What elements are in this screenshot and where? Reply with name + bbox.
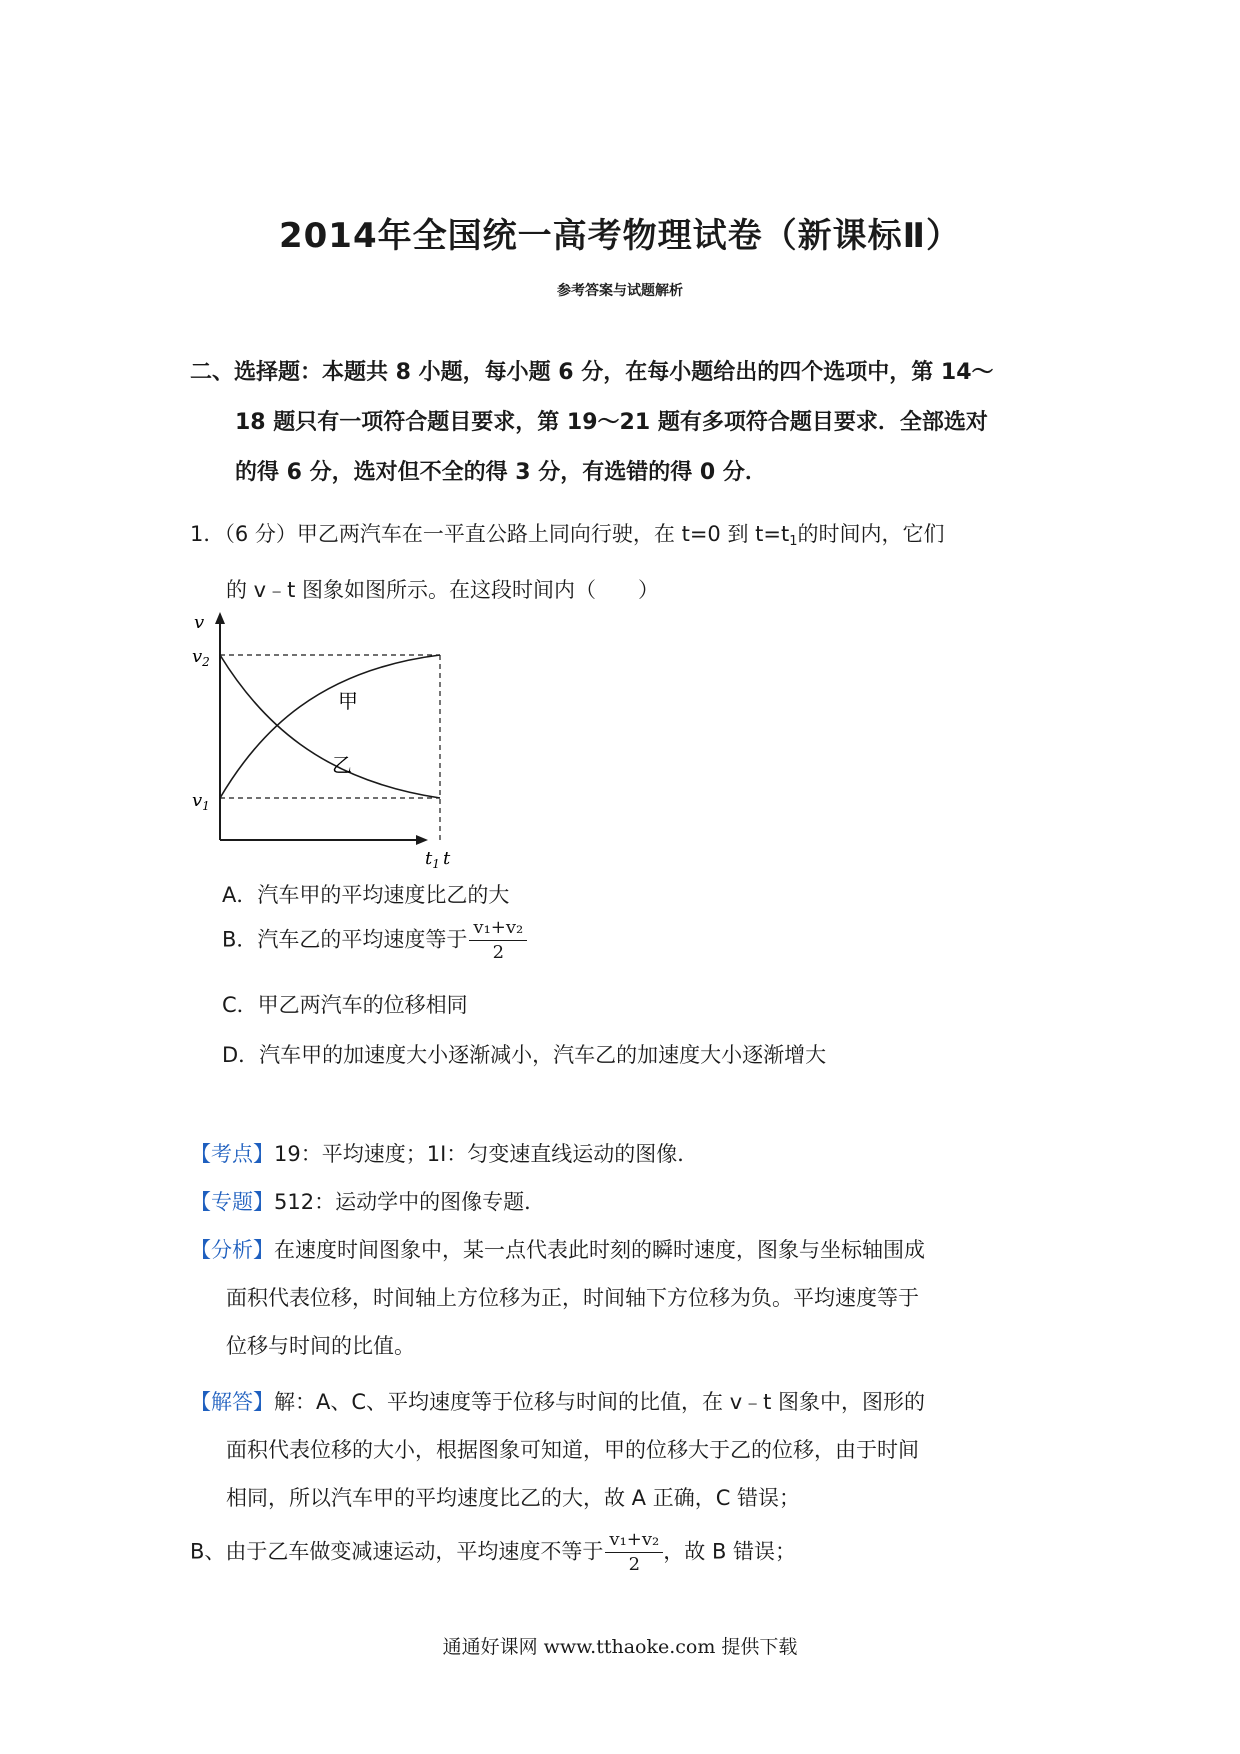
vt-graph — [180, 610, 480, 870]
v1-label: $v_1$ — [192, 790, 210, 813]
question-1 — [190, 510, 1070, 614]
kaodian-tag: 【考点】 — [190, 1142, 274, 1166]
zhuanti-tag: 【专题】 — [190, 1190, 274, 1214]
document-subtitle: 参考答案与试题解析 — [557, 283, 683, 299]
curve-jia-label: 甲 — [338, 689, 358, 713]
zhuanti-line — [190, 1178, 1070, 1226]
kaodian-text: 19：平均速度；1I：匀变速直线运动的图像． — [274, 1142, 699, 1166]
y-axis-label: v — [194, 612, 205, 633]
jieda-line-1: 解：A、C、平均速度等于位移与时间的比值，在 v﹣t 图象中，图形的 — [274, 1390, 926, 1414]
question-line-1 — [190, 510, 1070, 566]
option-a: A．汽车甲的平均速度比乙的大 — [222, 883, 510, 907]
fraction-denominator: 2 — [628, 1554, 641, 1575]
y-axis-arrow — [215, 612, 225, 624]
question-text-a: （6 分）甲乙两汽车在一平直公路上同向行驶，在 t=0 到 t=t — [224, 522, 790, 546]
document-title: 2014年全国统一高考物理试卷（新课标Ⅱ） — [278, 216, 962, 256]
section-line-2: 18 题只有一项符合题目要求，第 19～21 题有多项符合题目要求．全部选对 — [235, 410, 988, 435]
jieda-b-prefix: B、由于乙车做变减速运动，平均速度不等于 — [190, 1539, 604, 1564]
fenxi-block — [190, 1226, 1070, 1370]
fenxi-line-2: 面积代表位移，时间轴上方位移为正，时间轴下方位移为负。平均速度等于 — [226, 1286, 919, 1310]
x-axis-label: t — [443, 848, 451, 869]
x-axis-arrow — [416, 835, 428, 845]
curve-yi — [220, 655, 440, 798]
option-b — [222, 918, 527, 963]
jieda-line-3: 相同，所以汽车甲的平均速度比乙的大，故 A 正确，C 错误； — [226, 1486, 801, 1510]
jieda-tag: 【解答】 — [190, 1390, 274, 1414]
v2-label: $v_2$ — [192, 646, 210, 669]
fenxi-line-3: 位移与时间的比值。 — [226, 1334, 415, 1358]
jieda-b-suffix: ，故 B 错误； — [663, 1539, 797, 1564]
jieda-b-line — [190, 1530, 1070, 1575]
page-footer: 通通好课网 www.tthaoke.com 提供下载 — [442, 1636, 798, 1658]
fraction-denominator: 2 — [492, 942, 505, 963]
jieda-block — [190, 1378, 1070, 1522]
section-line-1: 二、选择题：本题共 8 小题，每小题 6 分，在每小题给出的四个选项中，第 14～ — [190, 360, 994, 385]
fenxi-tag: 【分析】 — [190, 1238, 274, 1262]
section-instructions — [190, 348, 1070, 498]
question-line-2: 的 v﹣t 图象如图所示。在这段时间内（ ） — [226, 578, 660, 602]
jieda-line-2: 面积代表位移的大小，根据图象可知道，甲的位移大于乙的位移，由于时间 — [226, 1438, 919, 1462]
fenxi-line-1: 在速度时间图象中，某一点代表此时刻的瞬时速度，图象与坐标轴围成 — [274, 1238, 925, 1262]
option-b-text: B．汽车乙的平均速度等于 — [222, 927, 468, 952]
jieda-b-fraction — [605, 1530, 663, 1575]
t1-label: $t_1$ — [425, 848, 440, 870]
option-d: D．汽车甲的加速度大小逐渐减小，汽车乙的加速度大小逐渐增大 — [222, 1043, 827, 1067]
section-line-3: 的得 6 分，选对但不全的得 3 分，有选错的得 0 分． — [235, 460, 767, 485]
option-b-fraction — [469, 918, 527, 963]
fraction-numerator: v₁+v₂ — [605, 1530, 663, 1553]
option-c: C．甲乙两汽车的位移相同 — [222, 993, 468, 1017]
fraction-numerator: v₁+v₂ — [469, 918, 527, 941]
question-text-b: 的时间内，它们 — [797, 522, 945, 546]
zhuanti-text: 512：运动学中的图像专题． — [274, 1190, 546, 1214]
question-number: 1． — [190, 522, 225, 546]
kaodian-line — [190, 1130, 1070, 1178]
curve-yi-label: 乙 — [332, 753, 352, 777]
question-text-sub: 1 — [789, 534, 798, 549]
curve-jia — [220, 655, 440, 798]
